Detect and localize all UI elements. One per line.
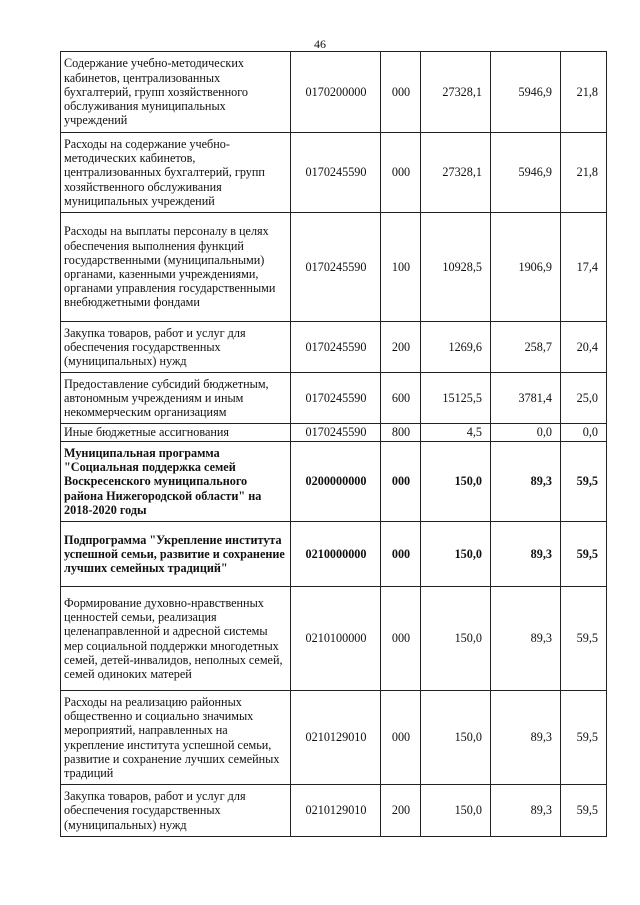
- expense-type-code: 200: [381, 322, 421, 373]
- expense-name: Муниципальная программа "Социальная поддержка семей Воскресенского муниципального района Нижегородской области" на 2018-2020 годы: [61, 442, 291, 522]
- execution-percent: 59,5: [561, 522, 607, 587]
- budget-code: 0210129010: [291, 785, 381, 837]
- table-row: [61, 133, 607, 213]
- expense-name: Подпрограмма "Укрепление института успешной семьи, развитие и сохранение лучших семейных традиций": [61, 522, 291, 587]
- actual-amount: 1906,9: [491, 213, 561, 322]
- execution-percent: 59,5: [561, 785, 607, 837]
- planned-amount: 1269,6: [421, 322, 491, 373]
- expense-type-code: 600: [381, 373, 421, 424]
- page-number: 46: [314, 37, 326, 51]
- planned-amount: 150,0: [421, 442, 491, 522]
- actual-amount: 258,7: [491, 322, 561, 373]
- actual-amount: 89,3: [491, 522, 561, 587]
- execution-percent: 25,0: [561, 373, 607, 424]
- execution-percent: 0,0: [561, 424, 607, 442]
- budget-code: 0170245590: [291, 213, 381, 322]
- actual-amount: 0,0: [491, 424, 561, 442]
- budget-code: 0170245590: [291, 322, 381, 373]
- table-row: [61, 442, 607, 522]
- expense-type-code: 000: [381, 133, 421, 213]
- expense-type-code: 000: [381, 52, 421, 133]
- actual-amount: 5946,9: [491, 52, 561, 133]
- actual-amount: 89,3: [491, 442, 561, 522]
- planned-amount: 27328,1: [421, 52, 491, 133]
- table-row: [61, 522, 607, 587]
- expense-type-code: 000: [381, 522, 421, 587]
- table-row: [61, 785, 607, 837]
- expense-name: Расходы на выплаты персоналу в целях обеспечения выполнения функций государственными (муниципальными) органами, казенными учреждениями, органами управления государственными внебюджетными фондами: [61, 213, 291, 322]
- expense-name: Иные бюджетные ассигнования: [61, 424, 291, 442]
- budget-code: 0200000000: [291, 442, 381, 522]
- table-row: [61, 373, 607, 424]
- budget-code: 0210129010: [291, 691, 381, 785]
- planned-amount: 150,0: [421, 522, 491, 587]
- planned-amount: 27328,1: [421, 133, 491, 213]
- table-row: [61, 424, 607, 442]
- budget-code: 0170200000: [291, 52, 381, 133]
- table-row: [61, 322, 607, 373]
- expense-name: Формирование духовно-нравственных ценностей семьи, реализация целенаправленной и адресной системы мер социальной поддержки многодетных семей, детей-инвалидов, неполных семей, семей одиноких матерей: [61, 587, 291, 691]
- planned-amount: 150,0: [421, 785, 491, 837]
- budget-code: 0210100000: [291, 587, 381, 691]
- expense-type-code: 000: [381, 587, 421, 691]
- expense-name: Закупка товаров, работ и услуг для обеспечения государственных (муниципальных) нужд: [61, 785, 291, 837]
- expense-type-code: 000: [381, 442, 421, 522]
- actual-amount: 89,3: [491, 587, 561, 691]
- planned-amount: 10928,5: [421, 213, 491, 322]
- budget-code: 0210000000: [291, 522, 381, 587]
- planned-amount: 15125,5: [421, 373, 491, 424]
- expense-type-code: 000: [381, 691, 421, 785]
- planned-amount: 150,0: [421, 587, 491, 691]
- table-row: [61, 587, 607, 691]
- expense-name: Содержание учебно-методических кабинетов, централизованных бухгалтерий, групп хозяйственного обслуживания муниципальных учреждений: [61, 52, 291, 133]
- table-row: [61, 52, 607, 133]
- expense-name: Расходы на содержание учебно-методических кабинетов, централизованных бухгалтерий, групп хозяйственного обслуживания муниципальных учреждений: [61, 133, 291, 213]
- budget-table: [60, 51, 607, 837]
- execution-percent: 59,5: [561, 442, 607, 522]
- budget-code: 0170245590: [291, 133, 381, 213]
- execution-percent: 21,8: [561, 133, 607, 213]
- execution-percent: 59,5: [561, 691, 607, 785]
- actual-amount: 89,3: [491, 691, 561, 785]
- expense-name: Закупка товаров, работ и услуг для обеспечения государственных (муниципальных) нужд: [61, 322, 291, 373]
- table-row: [61, 213, 607, 322]
- budget-code: 0170245590: [291, 424, 381, 442]
- execution-percent: 20,4: [561, 322, 607, 373]
- execution-percent: 17,4: [561, 213, 607, 322]
- execution-percent: 21,8: [561, 52, 607, 133]
- actual-amount: 3781,4: [491, 373, 561, 424]
- expense-name: Расходы на реализацию районных общественно и социально значимых мероприятий, направленных на укрепление института успешной семьи, развитие и сохранение лучших семейных традиций: [61, 691, 291, 785]
- planned-amount: 4,5: [421, 424, 491, 442]
- table-row: [61, 691, 607, 785]
- actual-amount: 89,3: [491, 785, 561, 837]
- expense-name: Предоставление субсидий бюджетным, автономным учреждениям и иным некоммерческим организациям: [61, 373, 291, 424]
- execution-percent: 59,5: [561, 587, 607, 691]
- expense-type-code: 100: [381, 213, 421, 322]
- budget-code: 0170245590: [291, 373, 381, 424]
- expense-type-code: 800: [381, 424, 421, 442]
- expense-type-code: 200: [381, 785, 421, 837]
- planned-amount: 150,0: [421, 691, 491, 785]
- actual-amount: 5946,9: [491, 133, 561, 213]
